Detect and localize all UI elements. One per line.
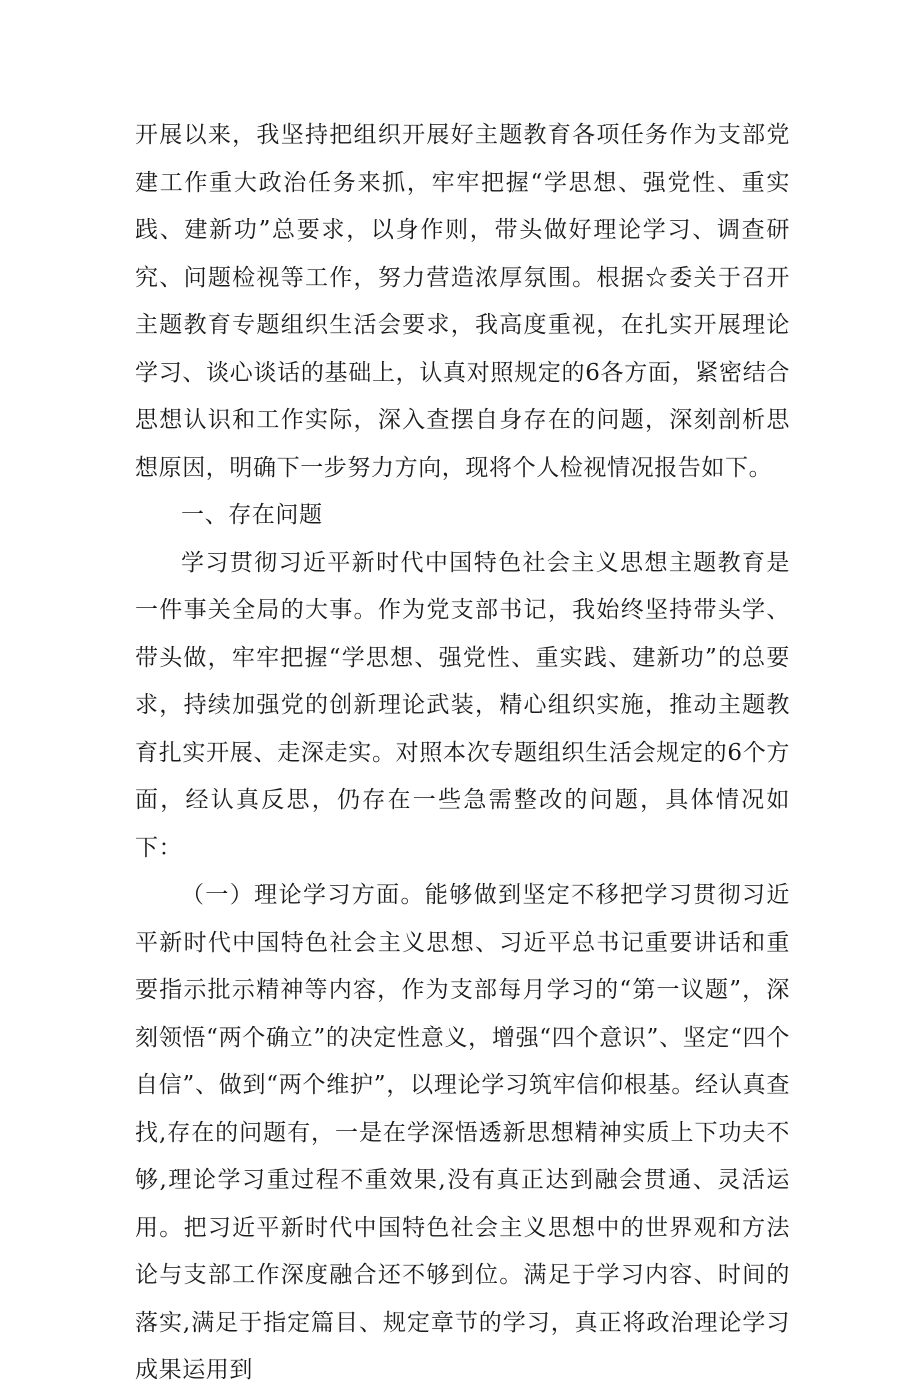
section-heading-existing-problems: 一、存在问题 [181, 502, 323, 528]
intro-paragraph: 开展以来，我坚持把组织开展好主题教育各项任务作为支部党建工作重大政治任务来抓，牢牢把握“学思想、强党性、重实践、建新功”总要求，以身作则，带头做好理论学习、调查研究、问题检视等工作，努力营造浓厚氛围。根据☆委关于召开主题教育专题组织生活会要求，我高度重视，在扎实开展理论学习、谈心谈话的基础上，认真对照规定的6各方面，紧密结合思想认识和工作实际，深入查摆自身存在的问题，深刻剖析思想原因，明确下一步努力方向，现将个人检视情况报告如下。 [135, 122, 790, 481]
document-body [135, 112, 790, 1395]
section-body-paragraph: 学习贯彻习近平新时代中国特色社会主义思想主题教育是一件事关全局的大事。作为党支部书记，我始终坚持带头学、带头做，牢牢把握“学思想、强党性、重实践、建新功”的总要求，持续加强党的创新理论武装，精心组织实施，推动主题教育扎实开展、走深走实。对照本次专题组织生活会规定的6个方面，经认真反思，仍存在一些急需整改的问题，具体情况如下： [135, 549, 790, 861]
subsection-theory-study-paragraph: （一）理论学习方面。能够做到坚定不移把学习贯彻习近平新时代中国特色社会主义思想、习近平总书记重要讲话和重要指示批示精神等内容，作为支部每月学习的“第一议题”，深刻领悟“两个确立”的决定性意义，增强“四个意识”、坚定“四个自信”、做到“两个维护”，以理论学习筑牢信仰根基。经认真查找,存在的问题有，一是在学深悟透新思想精神实质上下功夫不够,理论学习重过程不重效果,没有真正达到融会贯通、灵活运用。把习近平新时代中国特色社会主义思想中的世界观和方法论与支部工作深度融合还不够到位。满足于学习内容、时间的落实,满足于指定篇目、规定章节的学习，真正将政治理论学习成果运用到 [135, 882, 790, 1383]
